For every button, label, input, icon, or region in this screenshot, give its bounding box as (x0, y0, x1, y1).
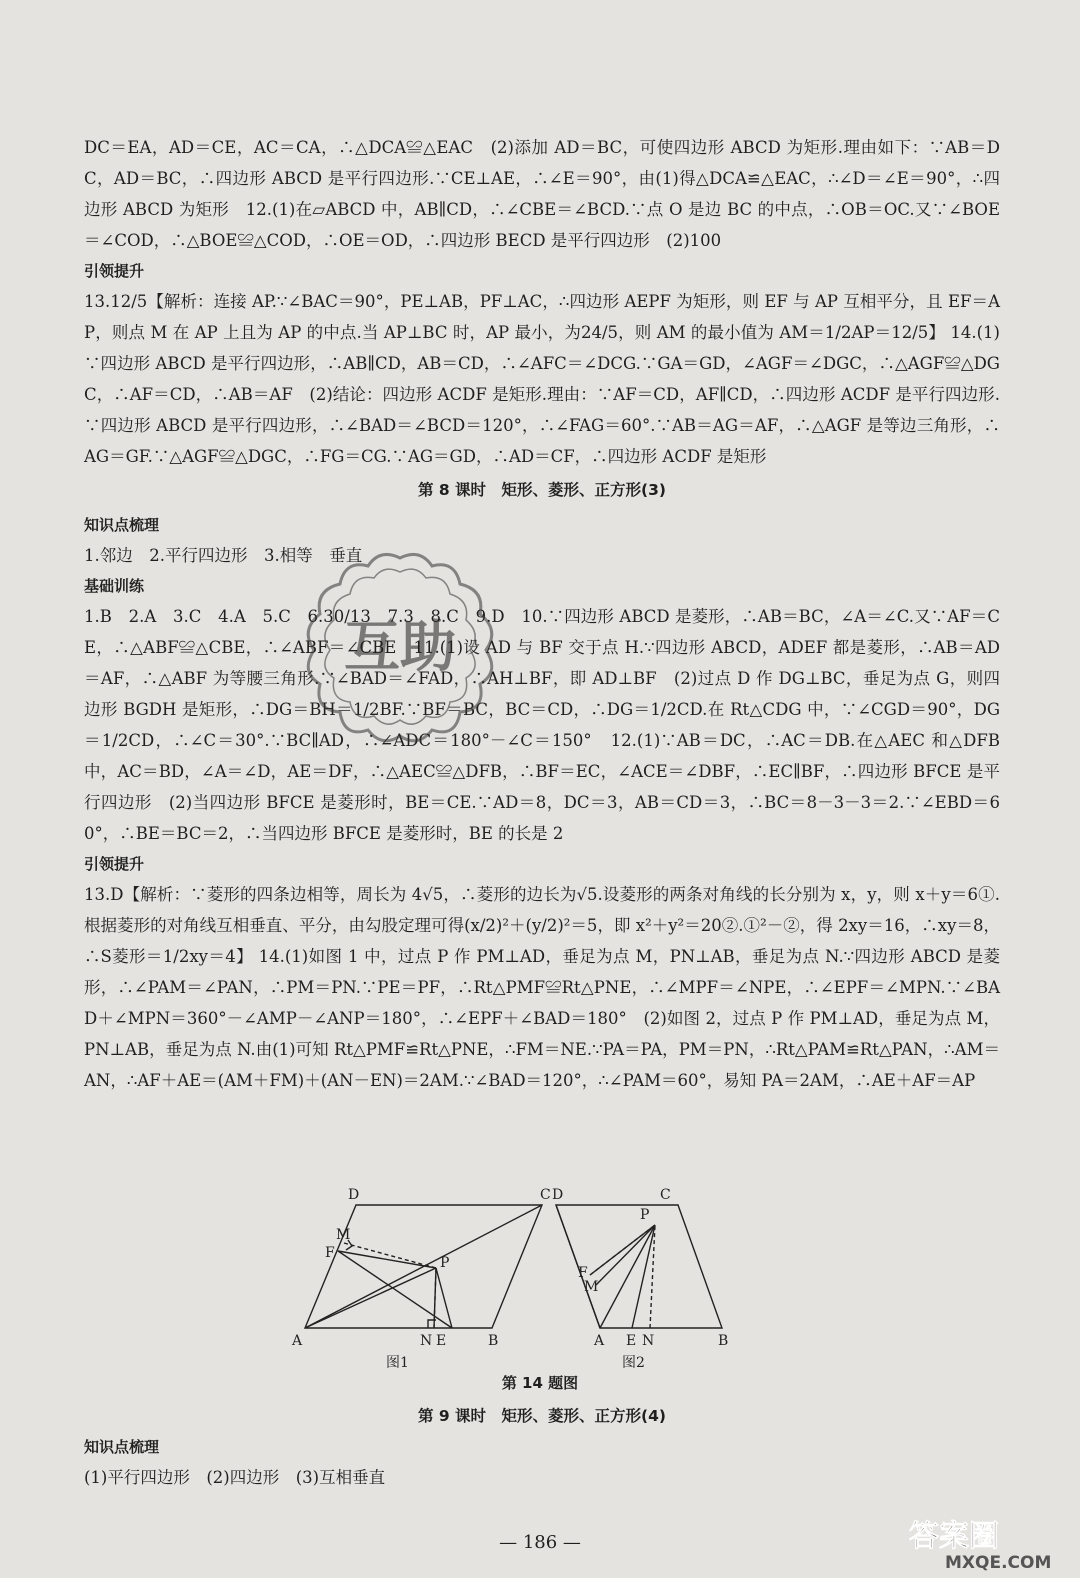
paragraph-1: DC＝EA，AD＝CE，AC＝CA，∴△DCA≌△EAC (2)添加 AD＝BC，可使四边形 ABCD 为矩形.理由如下：∵AB＝DC，AD＝BC，∴四边形 ABCD 是平行四边形.∵CE⊥AE，∴∠E＝90°，由(1)得△DCA≌△EAC，∴∠D＝∠E＝90°，∴四边形 ABCD 为矩形 12.(1)在▱ABCD 中，AB∥CD，∴∠CBE＝∠BCD.∵点 O 是边 BC 的中点，∴OB＝OC.又∵∠BOE＝∠COD，∴△BOE≌△COD，∴OE＝OD，∴四边形 BECD 是平行四边形 (2)100 (84, 138, 1000, 250)
label-n1: N (420, 1333, 433, 1349)
content (84, 132, 1000, 1096)
label-p2: P (640, 1207, 650, 1223)
answer-logo (905, 1510, 1075, 1572)
section-title-3: 基础训练 (84, 577, 145, 595)
label-f1: F (325, 1245, 335, 1261)
section-title-4: 引领提升 (84, 855, 145, 873)
label-a2: A (594, 1333, 605, 1349)
paragraph-3: 1.邻边 2.平行四边形 3.相等 垂直 (84, 546, 363, 565)
paragraph-5: 13.D【解析：∵菱形的四条边相等，周长为 4√5，∴菱形的边长为√5.设菱形的两条对角线的长分别为 x，y，则 x＋y＝6①.根据菱形的对角线互相垂直、平分，由勾股定理可得(x/2)²＋(y/2)²＝5，即 x²＋y²＝20②.①²－②，得 2xy＝16，∴xy＝8，∴S菱形＝1/2xy＝4】 14.(1)如图 1 中，过点 P 作 PM⊥AD，垂足为点 M，PN⊥AB，垂足为点 N.∵四边形 ABCD 是菱形，∴∠PAM＝∠PAN，∴PM＝PN.∵PE＝PF，∴Rt△PMF≌Rt△PNE，∴∠MPF＝∠NPE，∴∠EPF＝∠MPN.∵∠BAD＋∠MPN＝360°－∠AMP－∠ANP＝180°，∴∠EPF＋∠BAD＝180° (2)如图 2，过点 P 作 PM⊥AD，垂足为点 M，PN⊥AB，垂足为点 N.由(1)可知 Rt△PMF≌Rt△PNE，∴FM＝NE.∵PA＝PA，PM＝PN，∴Rt△PAM≌Rt△PAN，∴AM＝AN，∴AF＋AE＝(AM＋FM)＋(AN－EN)＝2AM.∵∠BAD＝120°，∴∠PAM＝60°，易知 PA＝2AM，∴AE＋AF＝AP (84, 885, 1000, 1090)
lesson-9-heading: 第 9 课时 矩形、菱形、正方形(4) (417, 1407, 667, 1425)
stamp-text: 互助 (344, 615, 456, 680)
label-d2: D (552, 1187, 564, 1203)
logo-cn-text: 答案圈 (909, 1519, 999, 1554)
lesson-8-heading: 第 8 课时 矩形、菱形、正方形(3) (417, 481, 667, 499)
stamp-watermark (300, 548, 500, 748)
label-m1: M (336, 1227, 351, 1243)
label-b1: B (488, 1333, 499, 1349)
section-title-5: 知识点梳理 (84, 1438, 160, 1456)
paragraph-4: 1.B 2.A 3.C 4.A 5.C 6.30/13 7.3 8.C 9.D 10.∵四边形 ABCD 是菱形，∴AB＝BC，∠A＝∠C.又∵AF＝CE，∴△ABF≌△CBE，∴∠ABF＝∠CBE 11.(1)设 AD 与 BF 交于点 H.∵四边形 ABCD，ADEF 都是菱形，∴AB＝AD＝AF，∴△ABF 为等腰三角形.∵∠BAD＝∠FAD，∴AH⊥BF，即 AD⊥BF (2)过点 D 作 DG⊥BC，垂足为点 G，则四边形 BGDH 是矩形，∴DG＝BH＝1/2BF.∵BF＝BC，BC＝CD，∴DG＝1/2CD.在 Rt△CDG 中，∵∠CGD＝90°，DG＝1/2CD，∴∠C＝30°.∵BC∥AD，∴∠ADC＝180°－∠C＝150° 12.(1)∵AB＝DC，∴AC＝DB.在△AEC 和△DFB 中，AC＝BD，∠A＝∠D，AE＝DF，∴△AEC≌△DFB，∴BF＝EC，∠ACE＝∠DBF，∴EC∥BF，∴四边形 BFCE 是平行四边形 (2)当四边形 BFCE 是菱形时，BE＝CE.∵AD＝8，DC＝3，AB＝CD＝3，∴BC＝8－3－3＝2.∵∠EBD＝60°，∴BE＝BC＝2，∴当四边形 BFCE 是菱形时，BE 的长是 2 (84, 607, 1000, 843)
label-n2: N (642, 1333, 655, 1349)
label-m2: M (584, 1279, 599, 1295)
label-c1: C (540, 1187, 551, 1203)
figure-2-label: 图2 (622, 1355, 645, 1370)
label-a1: A (292, 1333, 303, 1349)
paragraph-6: (1)平行四边形 (2)四边形 (3)互相垂直 (84, 1468, 386, 1487)
figure-caption: 第 14 题图 (501, 1374, 579, 1392)
label-d1: D (348, 1187, 360, 1203)
lesson-9-block (84, 1398, 1000, 1493)
paragraph-2: 13.12/5【解析：连接 AP.∵∠BAC＝90°，PE⊥AB，PF⊥AC，∴四边形 AEPF 为矩形，则 EF 与 AP 互相平分，且 EF＝AP，则点 M 在 AP 上且为 AP 的中点.当 AP⊥BC 时，AP 最小，为24/5，则 AM 的最小值为 AM＝1/2AP＝12/5】 14.(1)∵四边形 ABCD 是平行四边形，∴AB∥CD，AB＝CD，∴∠AFC＝∠DCG.∵GA＝GD，∠AGF＝∠DGC，∴△AGF≌△DGC，∴AF＝CD，∴AB＝AF (2)结论：四边形 ACDF 是矩形.理由：∵AF＝CD，AF∥CD，∴四边形 ACDF 是平行四边形.∵四边形 ABCD 是平行四边形，∴∠BAD＝∠BCD＝120°，∴∠FAG＝60°.∵AB＝AG＝AF，∴△AGF 是等边三角形，∴AG＝GF.∵△AGF≌△DGC，∴FG＝CG.∵AG＝GD，∴AD＝CF，∴四边形 ACDF 是矩形 (84, 292, 1001, 466)
label-b2: B (718, 1333, 729, 1349)
section-title-2: 知识点梳理 (84, 516, 160, 534)
label-e1: E (436, 1333, 447, 1349)
label-c2: C (660, 1187, 671, 1203)
section-title-1: 引领提升 (84, 262, 145, 280)
page-number: — 186 — (499, 1532, 581, 1553)
label-f2: F (578, 1265, 588, 1281)
label-e2: E (626, 1333, 637, 1349)
figure-1 (305, 1205, 542, 1328)
label-p1: P (440, 1255, 450, 1271)
figure-14 (0, 1185, 1080, 1370)
logo-url-text: MXQE.COM (945, 1553, 1052, 1572)
figure-2-labels (552, 1187, 728, 1370)
figure-1-label: 图1 (386, 1355, 409, 1370)
